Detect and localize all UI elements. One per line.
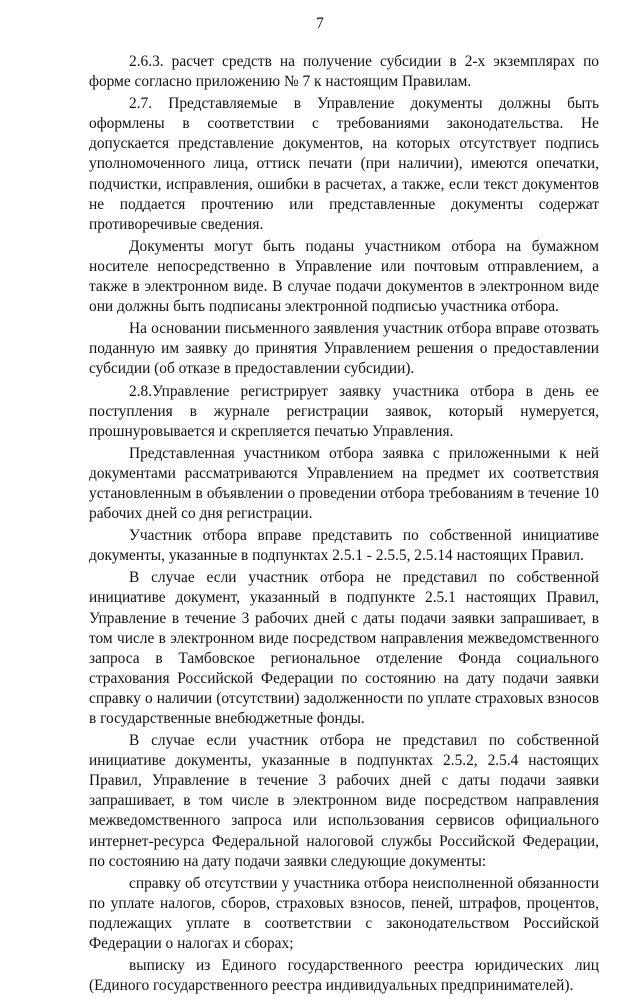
paragraph: Участник отбора вправе представить по собственной инициативе документы, указанные в подпунктах 2.5.1 - 2.5.5, 2.5.14 настоящих Правил. — [89, 527, 599, 565]
paragraph: Документы могут быть поданы участником отбора на бумажном носителе непосредственно в Управление или почтовым отправлением, а также в электронном виде. В случае подачи документов в электронном виде они должны быть подписаны электронной подписью участника отбора. — [89, 237, 599, 316]
paragraph: На основании письменного заявления участник отбора вправе отозвать поданную им заявку до принятия Управлением решения о предоставлении субсидии (об отказе в предоставлении субсидии). — [89, 320, 599, 378]
paragraph: В случае если участник отбора не представил по собственной инициативе документы, указанные в подпунктах 2.5.2, 2.5.4 настоящих Правил, Управление в течение 3 рабочих дней с даты подачи заявки запрашивает, в том числе в электронном виде посредством направления межведомственного запроса или использования сервисов официального интернет-ресурса Федеральной налоговой службы Российской Федерации, по состоянию на дату подачи заявки следующие документы: — [89, 732, 599, 870]
page-number: 7 — [316, 15, 324, 32]
paragraph: 2.7. Представляемые в Управление документы должны быть оформлены в соответствии с требованиями законодательства. Не допускается представление документов, на которых отсутствует подпись уполномоченного лица, оттиск печати (при наличии), имеются опечатки, подчистки, исправления, ошибки в расчетах, а также, если текст документов не поддается прочтению или представленные документы содержат противоречивые сведения. — [89, 95, 599, 233]
paragraph: 2.6.3. расчет средств на получение субсидии в 2-х экземплярах по форме согласно приложению № 7 к настоящим Правилам. — [89, 53, 599, 91]
paragraph: В случае если участник отбора не представил по собственной инициативе документ, указанный в подпункте 2.5.1 настоящих Правил, Управление в течение 3 рабочих дней с даты подачи заявки запрашивает, в том числе в электронном виде посредством направления межведомственного запроса в Тамбовское региональное отделение Фонда социального страхования Российской Федерации по состоянию на дату подачи заявки справку о наличии (отсутствии) задолженности по уплате страховых взносов в государственные внебюджетные фонды. — [89, 569, 599, 727]
paragraph: Представленная участником отбора заявка с приложенными к ней документами рассматриваются Управлением на предмет их соответствия установленным в объявлении о проведении отбора требованиям в течение 10 рабочих дней со дня регистрации. — [89, 444, 599, 523]
document-body — [89, 52, 599, 998]
paragraph: 2.8.Управление регистрирует заявку участника отбора в день ее поступления в журнале регистрации заявок, который нумеруется, прошнуровывается и скрепляется печатью Управления. — [89, 382, 599, 440]
paragraph: выписку из Единого государственного реестра юридических лиц (Единого государственного реестра индивидуальных предпринимателей). — [89, 957, 599, 995]
paragraph: справку об отсутствии у участника отбора неисполненной обязанности по уплате налогов, сборов, страховых взносов, пеней, штрафов, процентов, подлежащих уплате в соответствии с законодательством Российской Федерации о налогах и сборах; — [89, 874, 599, 953]
